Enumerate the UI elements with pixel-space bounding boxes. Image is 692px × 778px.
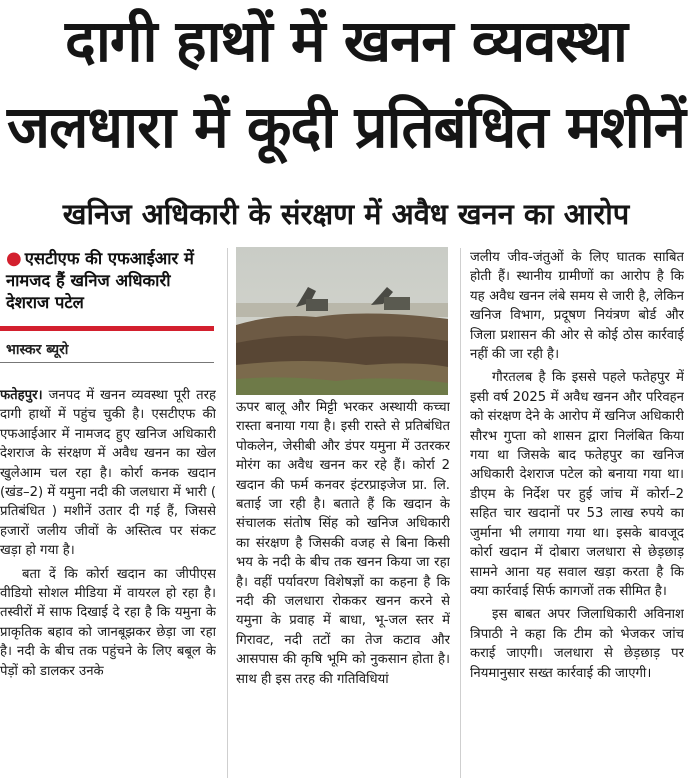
paragraph: इस बाबत अपर जिलाधिकारी अविनाश त्रिपाठी ने कहा कि टीम को भेजकर जांच कराई जाएगी। जलधारा से छेड़छाड़ पर नियमानुसार सख्त कार्रवाई की जाएगी। [470,607,684,681]
paragraph: ऊपर बालू और मिट्टी भरकर अस्थायी कच्चा रास्ता बनाया गया है। इसी रास्ते से प्रतिबंधित पोकलेन, जेसीबी और डंपर यमुना में उतरकर मोरंग का अवैध खनन कर रहे हैं। कोर्रा 2 खदान की फर्म कनवर इंटरप्राइजेज प्रा. लि. बताई जा रही है। बताते हैं कि खदान के संचालक संतोष सिंह को खनिज अधिकारी का संरक्षण है जिसकी वजह से बिना किसी भय के नदी के बीच तक खनन किया जा रहा है। वहीं पर्यावरण विशेषज्ञों का कहना है कि नदी की जलधारा रोककर खनन करने से यमुना के प्रवाह में बाधा, भू-जल स्तर में गिरावट, नदी तटों का तेज कटाव और आसपास की कृषि भूमि को नुकसान होता है। साथ ही इस तरह की गतिविधियां [236,400,450,687]
bullet-dot-icon: ● [6,248,22,269]
article-column-2 [236,398,450,778]
byline: भास्कर ब्यूरो [6,342,69,358]
divider [0,362,214,363]
excavator-photo-image [236,247,448,395]
column-divider [227,248,228,778]
headline-line-2: जलधारा में कूदी प्रतिबंधित मशीनें [7,93,685,161]
article-column-1 [0,386,216,778]
article-column-3 [470,248,684,778]
paragraph [0,386,216,561]
callout-text: एसटीएफ की एफआईआर में नामजद हैं खनिज अधिकारी देशराज पटेल [6,249,194,312]
headline-line-1: दागी हाथों में खनन व्यवस्था [65,7,627,75]
subheadline: खनिज अधिकारी के संरक्षण में अवैध खनन का आरोप [62,197,630,231]
mining-photo [236,247,448,395]
paragraph: बता दें कि कोर्रा खदान का जीपीएस वीडियो सोशल मीडिया में वायरल हो रहा है। तस्वीरों में साफ दिखाई दे रहा है कि यमुना के प्राकृतिक बहाव को जानबूझकर छेड़ा जा रहा है। नदी के बीच तक पहुंचने के लिए बबूल के पेड़ों को डालकर उनके [0,566,216,679]
paragraph: जलीय जीव-जंतुओं के लिए घातक साबित होती हैं। स्थानीय ग्रामीणों का आरोप है कि यह अवैध खनन लंबे समय से जारी है, लेकिन खनिज विभाग, प्रदूषण नियंत्रण बोर्ड और जिला प्रशासन की ओर से कोई ठोस कार्रवाई नहीं की जा रही है। [470,250,684,363]
paragraph-text: जनपद में खनन व्यवस्था पूरी तरह दागी हाथों में पहुंच चुकी है। एसटीएफ की एफआईआर में नामजद हुए खनिज अधिकारी देशराज के संरक्षण में अवैध खनन का खेल खुलेआम चल रहा है। कोर्रा कनक खदान (खंड–2) में यमुना नदी की जलधारा में भारी ( प्रतिबंधित ) मशीनें उतार दी गई हैं, जिससे हजारों जलीय जीवों के अस्तित्व पर संकट खड़ा हो गया है। [0,388,216,559]
paragraph: गौरतलब है कि इससे पहले फतेहपुर में इसी वर्ष 2025 में अवैध खनन और परिवहन को संरक्षण देने के आरोप में खनिज अधिकारी सौरभ गुप्ता को शासन द्वारा निलंबित किया गया था जिसके बाद फतेहपुर का खनिज अधिकारी देशराज पटेल को बनाया गया था। डीएम के निर्देश पर हुई जांच में कोर्रा–2 सहित चार खदानों पर 53 लाख रुपये का जुर्माना भी लगाया गया था। इसके बावजूद कोर्रा खदान में दोबारा जलधारा से छेड़छाड़ सामने आना यह सवाल खड़ा करता है कि क्या कार्रवाई सिर्फ कागजों तक सीमित है। [470,370,684,599]
callout-box [6,248,216,314]
column-divider [460,248,461,778]
red-rule [0,326,214,331]
dateline: फतेहपुर। [0,388,43,403]
